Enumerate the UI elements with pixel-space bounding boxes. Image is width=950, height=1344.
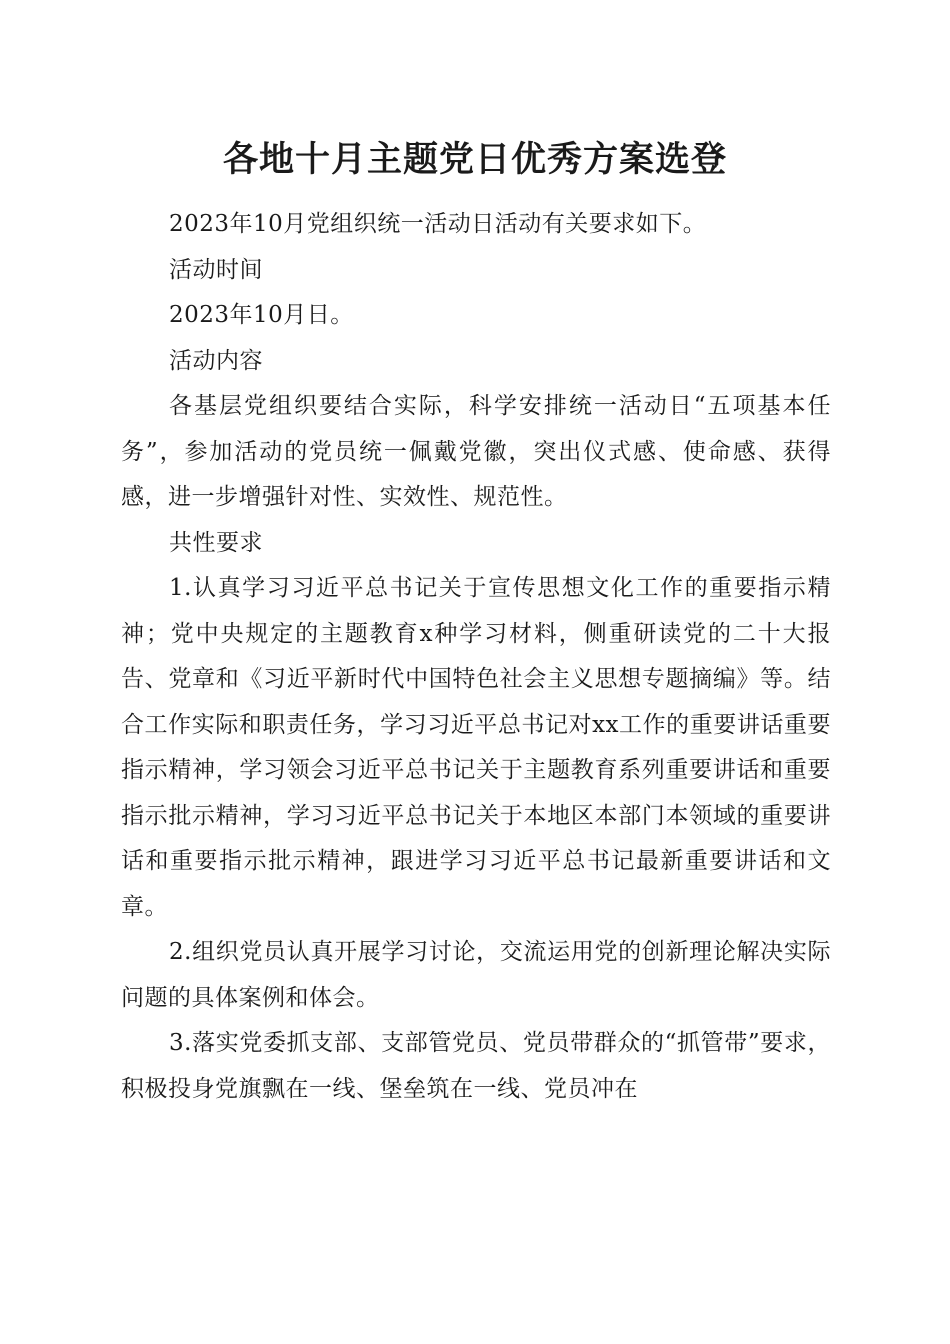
heading-common-requirements: 共性要求 xyxy=(169,529,263,556)
paragraph-intro: 2023年10月党组织统一活动日活动有关要求如下。 xyxy=(169,211,707,237)
paragraph-requirement-2: 2.组织党员认真开展学习讨论，交流运用党的创新理论解决实际问题的具体案例和体会。 xyxy=(121,939,831,1011)
heading-activity-time: 活动时间 xyxy=(169,256,263,283)
paragraph-requirement-1: 1.认真学习习近平总书记关于宣传思想文化工作的重要指示精神；党中央规定的主题教育x种学习材料，侧重研读党的二十大报告、党章和《习近平新时代中国特色社会主义思想专题摘编》等。结合工作实际和职责任务，学习习近平总书记对xx工作的重要讲话重要指示精神，学习领会习近平总书记关于主题教育系列重要讲话和重要指示批示精神，学习习近平总书记关于本地区本部门本领域的重要讲话和重要指示批示精神，跟进学习习近平总书记最新重要讲话和文章。 xyxy=(121,575,831,920)
document-title: 各地十月主题党日优秀方案选登 xyxy=(222,140,727,180)
document-body xyxy=(121,202,831,1112)
paragraph-activity-date: 2023年10月日。 xyxy=(169,302,354,328)
paragraph-requirement-3: 3.落实党委抓支部、支部管党员、党员带群众的“抓管带”要求，积极投身党旗飘在一线、堡垒筑在一线、党员冲在 xyxy=(121,1030,831,1102)
paragraph-activity-content: 各基层党组织要结合实际，科学安排统一活动日“五项基本任务”，参加活动的党员统一佩戴党徽，突出仪式感、使命感、获得感，进一步增强针对性、实效性、规范性。 xyxy=(121,393,831,510)
heading-activity-content: 活动内容 xyxy=(169,347,263,374)
